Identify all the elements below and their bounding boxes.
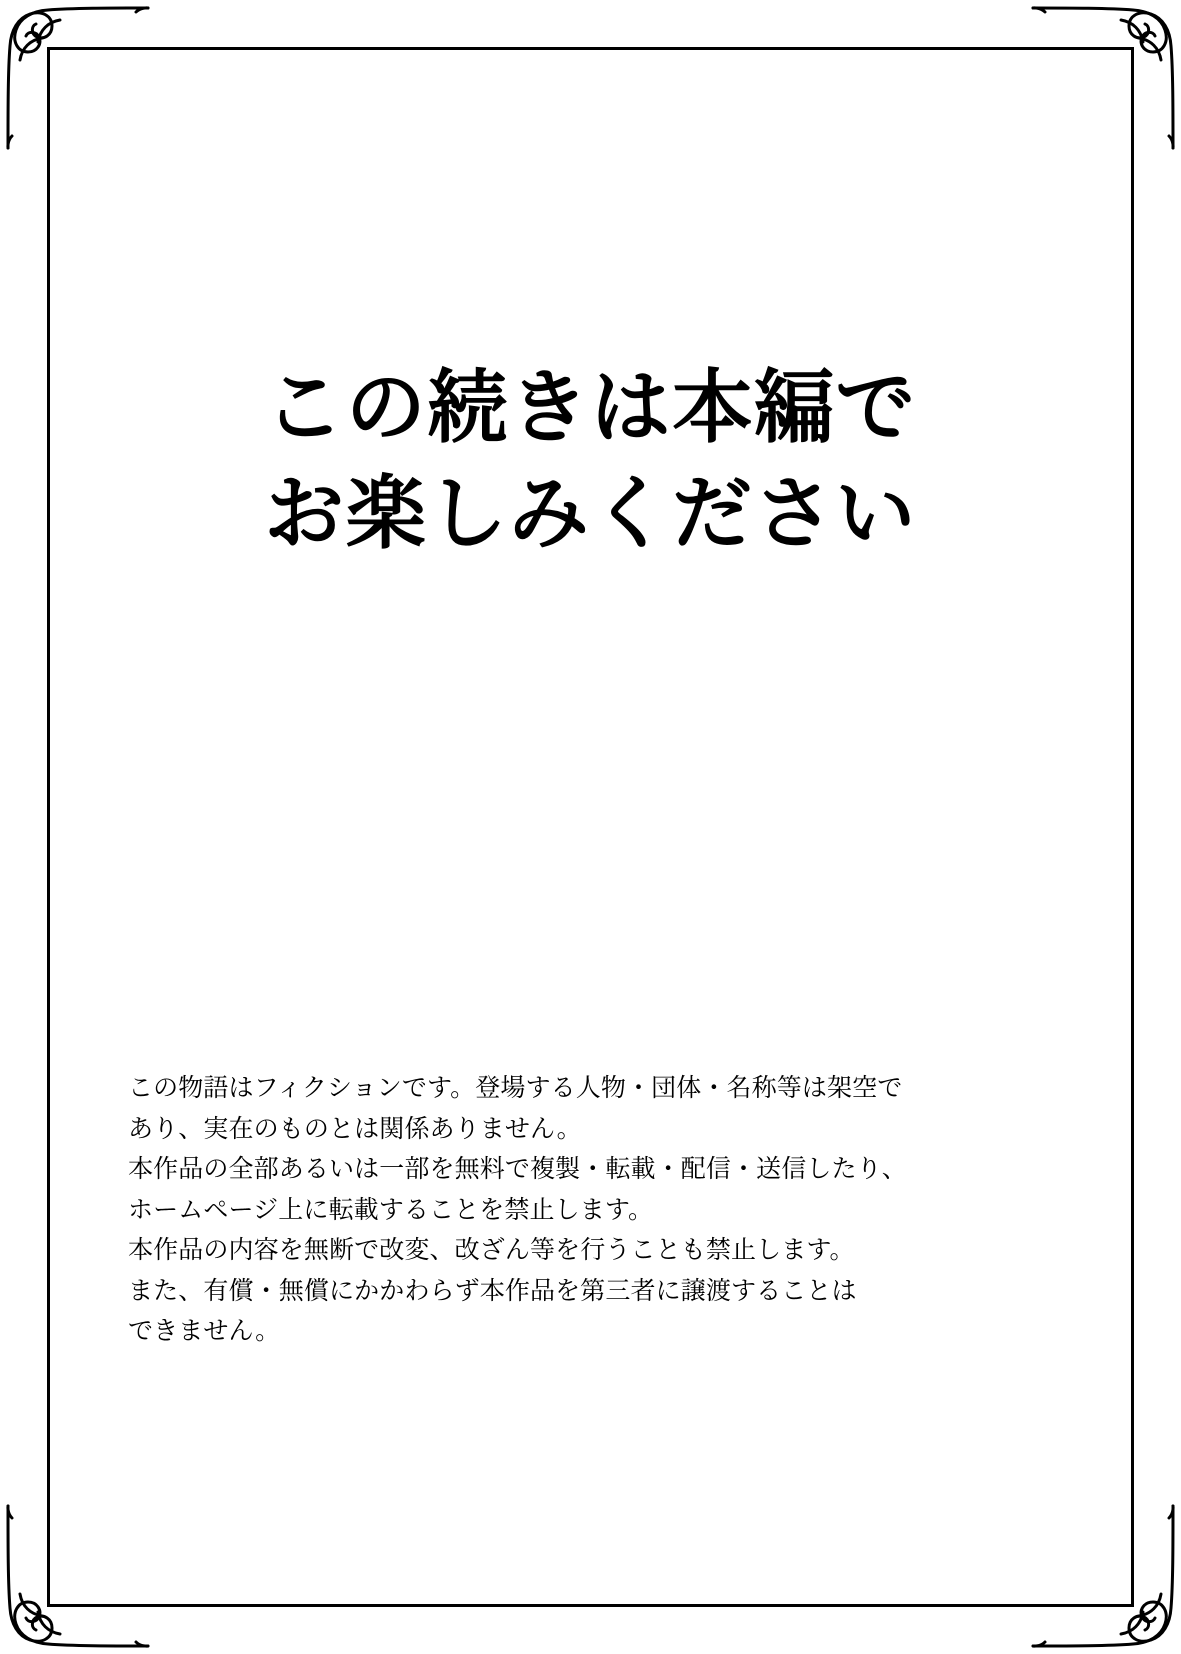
legal-notice-line-7: できません。 [128,1317,281,1345]
legal-notice-line-6: また、有償・無償にかかわらず本作品を第三者に譲渡することは [128,1276,857,1305]
page-title-line-1: この続きは本編で [264,363,917,452]
legal-notice-line-3: 本作品の全部あるいは一部を無料で複製・転載・配信・送信したり、 [128,1155,907,1183]
page-title-line-2: お楽しみください [264,468,917,558]
legal-notice-line-5: 本作品の内容を無断で改変、改ざん等を行うことも禁止します。 [128,1236,855,1264]
legal-notice [128,1068,1008,1352]
page-border-frame [47,47,1134,1607]
legal-notice-line-4: ホームページ上に転載することを禁止します。 [128,1195,654,1224]
legal-notice-line-2: あり、実在のものとは関係ありません。 [128,1114,582,1143]
legal-notice-line-1: この物語はフィクションです。登場する人物・団体・名称等は架空で [128,1074,903,1102]
page-title [0,355,1181,566]
